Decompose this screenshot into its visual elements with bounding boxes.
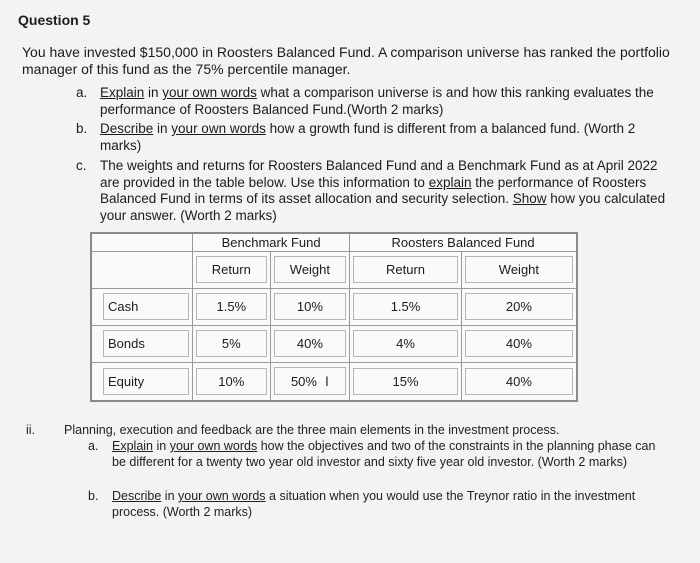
part-ii-a-text: in bbox=[153, 439, 170, 453]
part-ii-a-label: a. bbox=[88, 439, 99, 453]
roosters-return-cell bbox=[350, 362, 462, 401]
benchmark-fund-header: Benchmark Fund bbox=[193, 233, 350, 251]
benchmark-weight-wrap bbox=[274, 367, 347, 395]
benchmark-weight-value: 50% bbox=[290, 374, 317, 390]
part-ii-b-keyword-describe: Describe bbox=[112, 489, 162, 503]
part-b-text: how a growth fund is different from a balanced fund. (Worth 2 marks) bbox=[100, 121, 636, 153]
benchmark-weight-cell bbox=[270, 288, 350, 325]
part-ii-a-keyword-explain: Explain bbox=[112, 439, 153, 453]
part-ii-b bbox=[88, 489, 662, 520]
part-c-text: the performance of Roosters Balanced Fund in terms of its asset allocation and security selection. bbox=[100, 174, 647, 206]
benchmark-return-value: 1.5% bbox=[196, 293, 267, 320]
part-a-label: a. bbox=[76, 85, 88, 100]
benchmark-return-cell bbox=[193, 288, 271, 325]
part-ii-a-text: how the objectives and two of the constraints in the planning phase can be different for a twenty two year old investor and sixty five year old investor. (Worth 2 marks) bbox=[112, 439, 656, 469]
part-ii-b-text: a situation when you would use the Treynor ratio in the investment process. (Worth 2 marks) bbox=[112, 489, 636, 519]
question-intro: You have invested $150,000 in Roosters Balanced Fund. A comparison universe has ranked the portfolio manager of this fund as the 75% percentile manager. bbox=[22, 44, 670, 77]
table-row bbox=[91, 288, 577, 325]
part-b-keyword-describe: Describe bbox=[100, 121, 154, 136]
text-cursor-icon: I bbox=[324, 373, 329, 390]
asset-cell bbox=[91, 362, 193, 401]
roosters-weight-label: Weight bbox=[465, 256, 573, 283]
part-a-text: what a comparison universe is and how this ranking evaluates the performance of Roosters Balanced Fund.(Worth 2 marks) bbox=[100, 85, 654, 117]
benchmark-weight-value: 40% bbox=[274, 330, 347, 357]
table-header-row bbox=[91, 233, 577, 251]
part-a-text: in bbox=[144, 85, 163, 100]
table-row bbox=[91, 362, 577, 401]
roosters-weight-cell bbox=[461, 288, 577, 325]
benchmark-return-cell bbox=[193, 325, 271, 362]
part-c-keyword-explain: explain bbox=[428, 174, 472, 190]
roosters-return-label: Return bbox=[353, 256, 458, 283]
part-a-keyword-explain: Explain bbox=[100, 85, 145, 100]
benchmark-return-header bbox=[193, 251, 271, 288]
fund-comparison-table bbox=[90, 232, 578, 402]
table-row bbox=[91, 325, 577, 362]
part-c-text: how you calculated your answer. (Worth 2 marks) bbox=[100, 191, 666, 223]
roosters-return-cell bbox=[350, 288, 462, 325]
part-b-keyword-own-words: your own words bbox=[171, 121, 266, 136]
roosters-weight-value: 40% bbox=[465, 368, 573, 395]
part-c-text: The weights and returns for Roosters Balanced Fund and a Benchmark Fund as at April 2022 are provided in the table below. Use this information to bbox=[100, 158, 658, 190]
part-b-text: in bbox=[153, 121, 172, 136]
roosters-weight-value: 40% bbox=[465, 330, 573, 357]
roosters-return-value: 4% bbox=[353, 330, 458, 357]
part-ii-b-keyword-own-words: your own words bbox=[178, 489, 266, 503]
table-subheader-row bbox=[91, 251, 577, 288]
part-b bbox=[76, 121, 680, 154]
benchmark-weight-header bbox=[270, 251, 350, 288]
asset-label: Bonds bbox=[103, 330, 189, 357]
benchmark-weight-cell bbox=[270, 325, 350, 362]
part-ii-b-label: b. bbox=[88, 489, 99, 503]
asset-cell bbox=[91, 288, 193, 325]
part-c-label: c. bbox=[76, 158, 87, 173]
benchmark-return-label: Return bbox=[196, 256, 267, 283]
roosters-weight-cell bbox=[461, 362, 577, 401]
roosters-fund-header: Roosters Balanced Fund bbox=[350, 233, 577, 251]
question-title: Question 5 bbox=[18, 12, 91, 28]
part-ii-label: ii. bbox=[26, 423, 36, 437]
asset-cell bbox=[91, 325, 193, 362]
asset-label: Equity bbox=[103, 368, 189, 395]
header-empty-cell bbox=[91, 233, 193, 251]
roosters-weight-value: 20% bbox=[465, 293, 573, 320]
part-c-keyword-show: Show bbox=[512, 191, 547, 206]
benchmark-weight-cell bbox=[270, 362, 350, 401]
roosters-return-value: 1.5% bbox=[353, 293, 458, 320]
roosters-return-header bbox=[350, 251, 462, 288]
part-ii-intro: Planning, execution and feedback are the three main elements in the investment process. bbox=[64, 423, 560, 437]
roosters-weight-cell bbox=[461, 325, 577, 362]
roosters-weight-header bbox=[461, 251, 577, 288]
roosters-return-cell bbox=[350, 325, 462, 362]
benchmark-weight-value: 10% bbox=[274, 293, 347, 320]
benchmark-return-cell bbox=[193, 362, 271, 401]
roosters-return-value: 15% bbox=[353, 368, 458, 395]
part-a bbox=[76, 85, 680, 118]
subheader-empty-cell bbox=[91, 251, 193, 288]
part-a-keyword-own-words: your own words bbox=[162, 85, 257, 100]
benchmark-return-value: 5% bbox=[196, 330, 267, 357]
asset-label: Cash bbox=[103, 293, 189, 320]
part-c bbox=[76, 158, 680, 224]
part-ii-a-keyword-own-words: your own words bbox=[169, 439, 258, 453]
benchmark-weight-label: Weight bbox=[274, 256, 347, 283]
part-b-label: b. bbox=[76, 121, 88, 136]
part-ii-a bbox=[88, 439, 662, 470]
part-ii-b-text: in bbox=[161, 489, 179, 503]
benchmark-return-value: 10% bbox=[196, 368, 267, 395]
